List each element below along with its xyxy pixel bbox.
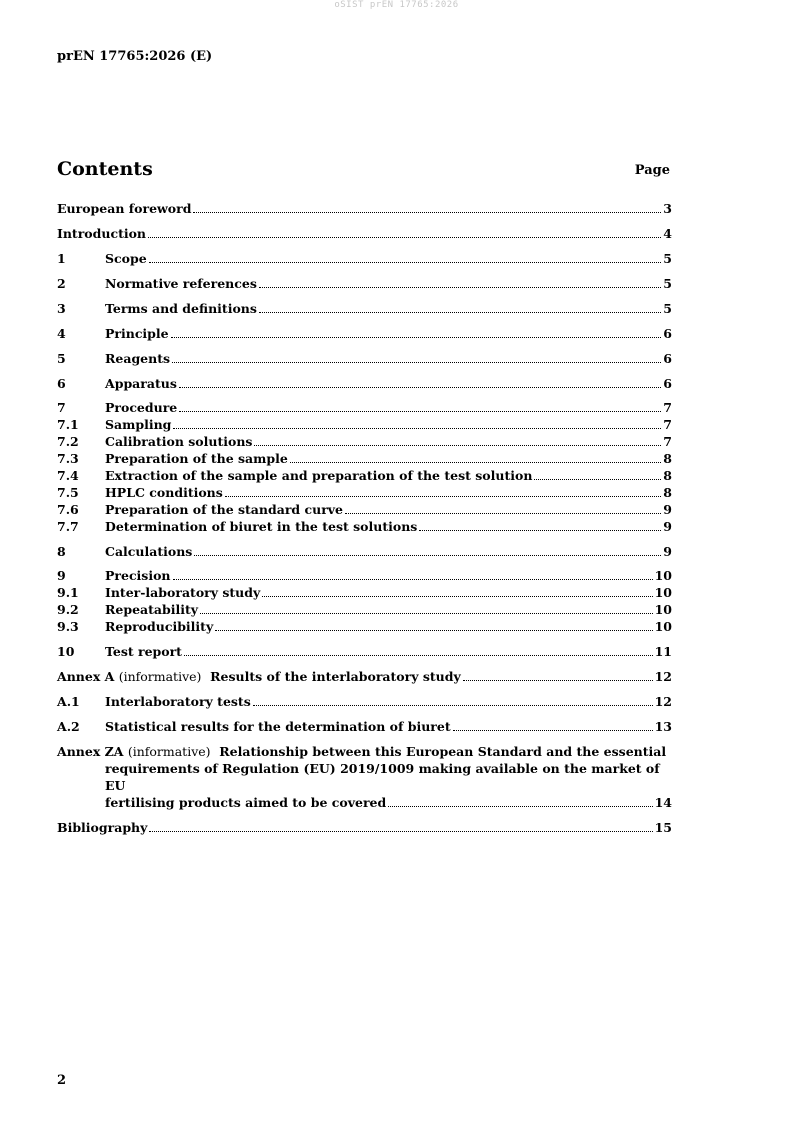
toc-page: 10 [654,602,672,617]
toc-title: Preparation of the standard curve [105,502,344,517]
dot-leader [184,655,653,656]
toc-page: 9 [663,519,672,534]
toc-number: 10 [57,644,75,659]
toc-page: 5 [663,251,672,266]
toc-title: Calculations [105,544,193,559]
dot-leader [149,831,652,832]
toc-number: 7.3 [57,451,79,466]
toc-page: 5 [663,301,672,316]
toc-title: Determination of biuret in the test solutions [105,519,418,534]
toc-number: 7.1 [57,417,79,432]
toc-number: 1 [57,251,66,266]
dot-leader [179,387,661,388]
toc-number: 9 [57,568,66,583]
toc-title: Test report [105,644,182,659]
toc-title: European foreword [57,201,192,216]
dot-leader [254,445,661,446]
toc-page: 6 [663,351,672,366]
toc-number: 7.2 [57,434,79,449]
toc-entry[interactable] [57,467,672,484]
dot-leader [200,613,653,614]
toc-title: Calibration solutions [105,434,253,449]
toc-number: A.1 [57,694,80,709]
toc-entry-annex-a[interactable] [57,668,672,685]
table-of-contents [57,200,672,836]
toc-number: 8 [57,544,66,559]
toc-page: 5 [663,276,672,291]
toc-page: 11 [654,644,672,659]
dot-leader [179,411,661,412]
toc-entry[interactable] [57,601,672,618]
toc-entry[interactable] [57,350,672,367]
dot-leader [259,312,661,313]
dot-leader [419,530,661,531]
toc-page: 12 [654,694,672,709]
toc-title: HPLC conditions [105,485,223,500]
toc-number: 3 [57,301,66,316]
toc-entry[interactable] [57,416,672,433]
toc-title: Reagents [105,351,171,366]
toc-entry[interactable] [57,399,672,416]
toc-title: Terms and definitions [105,301,257,316]
annex-title-line-3: fertilising products aimed to be covered [105,795,387,810]
toc-number: 9.3 [57,619,79,634]
toc-number: 7 [57,400,66,415]
toc-page: 7 [663,400,672,415]
toc-entry[interactable] [57,693,672,710]
toc-title: Sampling [105,417,172,432]
toc-page: 9 [663,502,672,517]
dot-leader [149,262,662,263]
document-id: prEN 17765:2026 (E) [57,49,213,64]
toc-title: Extraction of the sample and preparation of the test solution [105,468,533,483]
page-column-label: Page [634,163,670,178]
toc-page: 8 [663,485,672,500]
toc-page: 10 [654,568,672,583]
toc-title: Introduction [57,226,147,241]
toc-page: 12 [654,669,672,684]
toc-page: 10 [654,585,672,600]
toc-page: 3 [663,201,672,216]
toc-entry[interactable] [57,543,672,560]
toc-title: Normative references [105,276,257,291]
toc-entry[interactable] [57,518,672,535]
toc-title: Interlaboratory tests [105,694,251,709]
toc-entry[interactable] [57,250,672,267]
contents-title: Contents [57,158,153,180]
toc-entry[interactable] [57,819,672,836]
page-number: 2 [57,1073,67,1088]
dot-leader [463,680,653,681]
toc-entry[interactable] [57,300,672,317]
toc-number: 6 [57,376,66,391]
toc-title: Statistical results for the determination of biuret [105,719,451,734]
toc-number: 7.5 [57,485,79,500]
annex-qualifier: (informative) [127,744,211,759]
dot-leader [388,806,652,807]
toc-page: 7 [663,417,672,432]
toc-number: 7.7 [57,519,79,534]
dot-leader [173,579,653,580]
dot-leader [194,555,661,556]
toc-title: Procedure [105,400,178,415]
toc-title: Repeatability [105,602,199,617]
watermark: oSIST prEN 17765:2026 [334,0,459,10]
toc-entry[interactable] [57,484,672,501]
toc-title: Preparation of the sample [105,451,288,466]
toc-entry[interactable] [57,584,672,601]
dot-leader [148,237,661,238]
annex-label: Annex ZA [57,744,124,759]
toc-number: 2 [57,276,66,291]
toc-title: Principle [105,326,169,341]
annex-title-line-2: requirements of Regulation (EU) 2019/1009 making available on the market of EU [105,761,660,793]
toc-title: Precision [105,568,171,583]
toc-number: 7.6 [57,502,79,517]
toc-entry-annex-za[interactable] [57,743,672,811]
toc-page: 9 [663,544,672,559]
dot-leader [172,362,661,363]
dot-leader [453,730,653,731]
toc-page: 10 [654,619,672,634]
dot-leader [345,513,661,514]
toc-page: 7 [663,434,672,449]
dot-leader [534,479,661,480]
toc-page: 15 [654,820,672,835]
toc-entry[interactable] [57,567,672,584]
toc-entry[interactable] [57,200,672,217]
dot-leader [225,496,661,497]
dot-leader [171,337,662,338]
toc-entry[interactable] [57,501,672,518]
annex-title-line-1: Relationship between this European Standard and the essential [219,744,667,759]
toc-title: Results of the interlaboratory study [210,669,461,684]
toc-entry[interactable] [57,433,672,450]
toc-page: 14 [654,795,672,810]
toc-number: 9.2 [57,602,79,617]
dot-leader [290,462,661,463]
dot-leader [253,705,653,706]
toc-page: 8 [663,451,672,466]
dot-leader [215,630,652,631]
toc-entry[interactable] [57,375,672,392]
toc-entry[interactable] [57,225,672,242]
toc-page: 6 [663,376,672,391]
toc-page: 6 [663,326,672,341]
toc-entry[interactable] [57,718,672,735]
toc-title: Reproducibility [105,619,214,634]
toc-entry[interactable] [57,643,672,660]
toc-title: Inter-laboratory study [105,585,261,600]
toc-number: 9.1 [57,585,79,600]
dot-leader [262,596,652,597]
toc-entry[interactable] [57,618,672,635]
annex-qualifier: (informative) [118,669,202,684]
toc-number: A.2 [57,719,80,734]
dot-leader [173,428,661,429]
toc-number: 5 [57,351,66,366]
toc-number: 7.4 [57,468,79,483]
toc-title: Apparatus [105,376,177,391]
toc-title: Scope [105,251,147,266]
dot-leader [193,212,661,213]
toc-entry[interactable] [57,450,672,467]
toc-title: Bibliography [57,820,148,835]
toc-page: 4 [663,226,672,241]
toc-entry[interactable] [57,275,672,292]
toc-page: 8 [663,468,672,483]
toc-page: 13 [654,719,672,734]
toc-entry[interactable] [57,325,672,342]
toc-number: 4 [57,326,66,341]
dot-leader [259,287,661,288]
annex-label: Annex A [57,669,115,684]
